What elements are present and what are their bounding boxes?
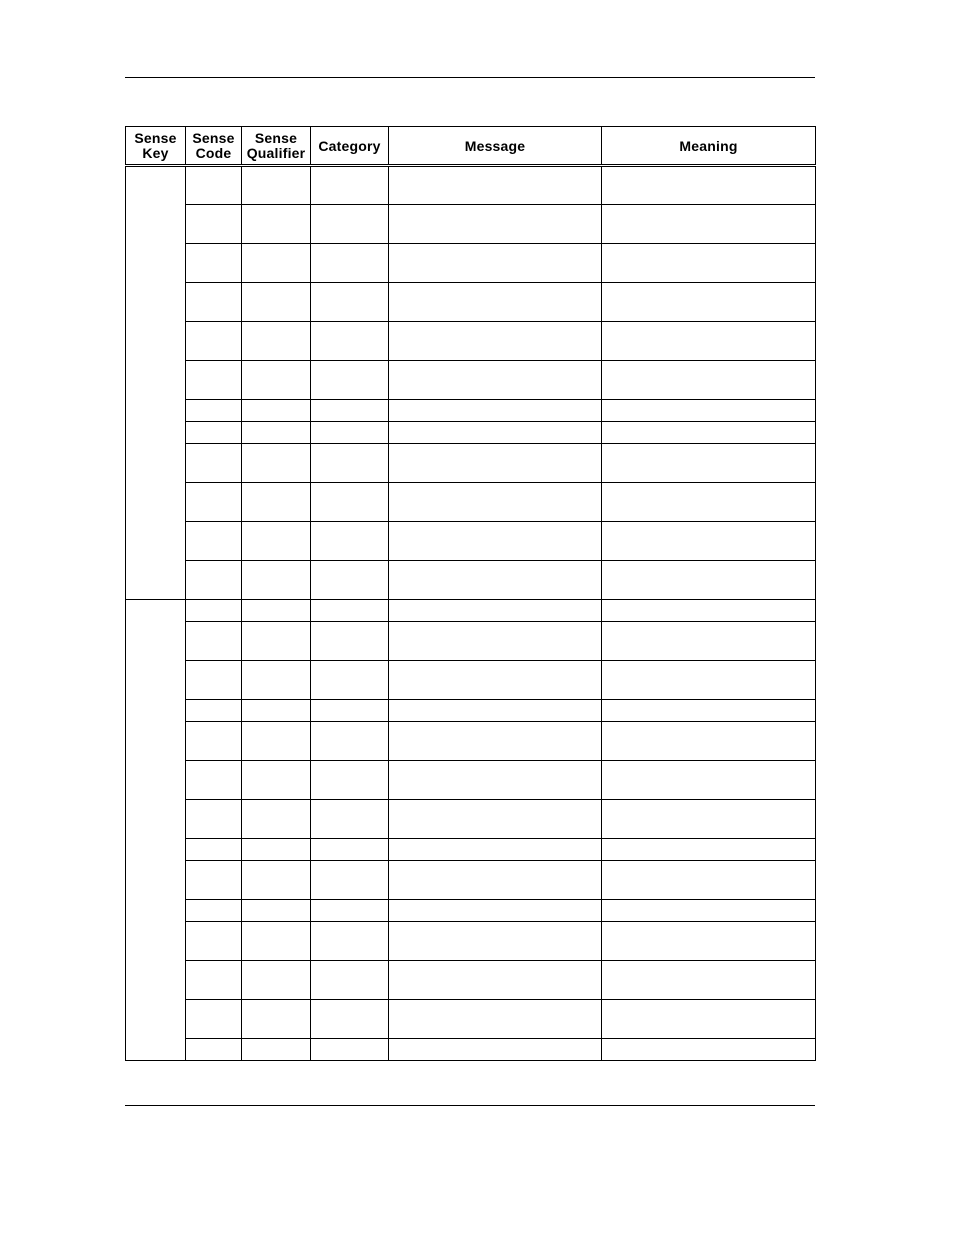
table-row (126, 722, 816, 761)
sense-code-cell (186, 283, 242, 322)
meaning-cell (602, 1039, 816, 1061)
meaning-cell (602, 661, 816, 700)
message-cell (389, 244, 602, 283)
meaning-cell (602, 800, 816, 839)
message-cell (389, 600, 602, 622)
meaning-cell (602, 322, 816, 361)
column-header-sense-key-line-1: Sense (134, 130, 177, 146)
sense-code-cell (186, 166, 242, 205)
category-cell (311, 522, 389, 561)
sense-code-cell (186, 1000, 242, 1039)
message-cell (389, 1039, 602, 1061)
sense-qualifier-cell (242, 961, 311, 1000)
message-cell (389, 800, 602, 839)
message-cell (389, 622, 602, 661)
column-header-message: Message (389, 127, 602, 166)
table-row (126, 922, 816, 961)
sense-code-cell (186, 800, 242, 839)
message-cell (389, 961, 602, 1000)
sense-code-cell (186, 561, 242, 600)
table-row (126, 1000, 816, 1039)
sense-qualifier-cell (242, 422, 311, 444)
category-cell (311, 622, 389, 661)
category-cell (311, 900, 389, 922)
table-row (126, 561, 816, 600)
message-cell (389, 483, 602, 522)
sense-qualifier-cell (242, 839, 311, 861)
meaning-cell (602, 422, 816, 444)
sense-code-cell (186, 361, 242, 400)
message-cell (389, 722, 602, 761)
sense-qualifier-cell (242, 600, 311, 622)
meaning-cell (602, 522, 816, 561)
column-header-sense-code-line-2: Code (195, 145, 232, 161)
header-rule (125, 77, 815, 78)
sense-qualifier-cell (242, 800, 311, 839)
sense-code-cell (186, 322, 242, 361)
message-cell (389, 561, 602, 600)
table-row (126, 361, 816, 400)
column-header-sense-qualifier-line-1: Sense (254, 130, 298, 146)
sense-qualifier-cell (242, 444, 311, 483)
sense-qualifier-cell (242, 400, 311, 422)
table-row (126, 861, 816, 900)
sense-code-cell (186, 700, 242, 722)
table-row (126, 244, 816, 283)
meaning-cell (602, 483, 816, 522)
column-header-meaning: Meaning (602, 127, 816, 166)
sense-code-cell (186, 422, 242, 444)
sense-qualifier-cell (242, 283, 311, 322)
sense-key-cell (126, 600, 186, 1061)
meaning-cell (602, 205, 816, 244)
sense-code-cell (186, 961, 242, 1000)
sense-qualifier-cell (242, 166, 311, 205)
meaning-cell (602, 1000, 816, 1039)
sense-code-cell (186, 839, 242, 861)
category-cell (311, 661, 389, 700)
message-cell (389, 922, 602, 961)
category-cell (311, 700, 389, 722)
category-cell (311, 205, 389, 244)
meaning-cell (602, 839, 816, 861)
message-cell (389, 761, 602, 800)
sense-qualifier-cell (242, 761, 311, 800)
sense-code-cell (186, 622, 242, 661)
sense-code-cell (186, 922, 242, 961)
category-cell (311, 244, 389, 283)
category-cell (311, 922, 389, 961)
category-cell (311, 800, 389, 839)
message-cell (389, 283, 602, 322)
table-row (126, 800, 816, 839)
category-cell (311, 722, 389, 761)
sense-code-cell (186, 600, 242, 622)
category-cell (311, 839, 389, 861)
message-cell (389, 361, 602, 400)
column-header-category: Category (311, 127, 389, 166)
sense-key-table (125, 126, 816, 1061)
message-cell (389, 700, 602, 722)
sense-code-cell (186, 483, 242, 522)
category-cell (311, 322, 389, 361)
meaning-cell (602, 400, 816, 422)
meaning-cell (602, 444, 816, 483)
column-header-sense-key-line-2: Key (142, 145, 169, 161)
category-cell (311, 561, 389, 600)
column-header-sense-qualifier (242, 127, 311, 166)
table-header-row (126, 127, 816, 166)
table-row (126, 661, 816, 700)
message-cell (389, 400, 602, 422)
meaning-cell (602, 861, 816, 900)
meaning-cell (602, 283, 816, 322)
sense-qualifier-cell (242, 922, 311, 961)
column-header-sense-qualifier-line-2: Qualifier (246, 145, 306, 161)
sense-code-cell (186, 900, 242, 922)
message-cell (389, 839, 602, 861)
sense-qualifier-cell (242, 700, 311, 722)
sense-qualifier-cell (242, 661, 311, 700)
message-cell (389, 661, 602, 700)
sense-qualifier-cell (242, 722, 311, 761)
message-cell (389, 522, 602, 561)
table-row (126, 400, 816, 422)
column-header-sense-key (126, 127, 186, 166)
sense-qualifier-cell (242, 522, 311, 561)
category-cell (311, 400, 389, 422)
sense-qualifier-cell (242, 483, 311, 522)
meaning-cell (602, 561, 816, 600)
meaning-cell (602, 244, 816, 283)
sense-code-cell (186, 1039, 242, 1061)
category-cell (311, 166, 389, 205)
table-row (126, 283, 816, 322)
table-row (126, 322, 816, 361)
column-header-sense-code (186, 127, 242, 166)
category-cell (311, 283, 389, 322)
sense-qualifier-cell (242, 561, 311, 600)
meaning-cell (602, 922, 816, 961)
category-cell (311, 600, 389, 622)
table-row (126, 422, 816, 444)
message-cell (389, 422, 602, 444)
message-cell (389, 1000, 602, 1039)
sense-code-cell (186, 861, 242, 900)
table-row (126, 839, 816, 861)
sense-qualifier-cell (242, 861, 311, 900)
sense-qualifier-cell (242, 205, 311, 244)
message-cell (389, 861, 602, 900)
table-row (126, 483, 816, 522)
sense-qualifier-cell (242, 622, 311, 661)
meaning-cell (602, 961, 816, 1000)
table-row (126, 761, 816, 800)
category-cell (311, 422, 389, 444)
category-cell (311, 1039, 389, 1061)
sense-code-cell (186, 661, 242, 700)
meaning-cell (602, 166, 816, 205)
table-row (126, 166, 816, 205)
table-row (126, 444, 816, 483)
meaning-cell (602, 722, 816, 761)
sense-qualifier-cell (242, 244, 311, 283)
table-row (126, 522, 816, 561)
sense-qualifier-cell (242, 1000, 311, 1039)
message-cell (389, 444, 602, 483)
meaning-cell (602, 361, 816, 400)
sense-code-cell (186, 244, 242, 283)
message-cell (389, 166, 602, 205)
table-row (126, 205, 816, 244)
table-row (126, 622, 816, 661)
sense-qualifier-cell (242, 361, 311, 400)
table-row (126, 961, 816, 1000)
sense-key-cell (126, 166, 186, 600)
sense-qualifier-cell (242, 322, 311, 361)
sense-code-cell (186, 761, 242, 800)
category-cell (311, 1000, 389, 1039)
table-row (126, 700, 816, 722)
column-header-sense-code-line-1: Sense (192, 130, 235, 146)
category-cell (311, 761, 389, 800)
table-body (126, 166, 816, 1061)
meaning-cell (602, 900, 816, 922)
meaning-cell (602, 761, 816, 800)
message-cell (389, 205, 602, 244)
footer-rule (125, 1105, 815, 1106)
message-cell (389, 322, 602, 361)
sense-code-cell (186, 522, 242, 561)
meaning-cell (602, 622, 816, 661)
sense-qualifier-cell (242, 1039, 311, 1061)
table-row (126, 1039, 816, 1061)
category-cell (311, 483, 389, 522)
category-cell (311, 861, 389, 900)
table-row (126, 900, 816, 922)
table-row (126, 600, 816, 622)
category-cell (311, 444, 389, 483)
message-cell (389, 900, 602, 922)
category-cell (311, 961, 389, 1000)
meaning-cell (602, 700, 816, 722)
sense-code-cell (186, 400, 242, 422)
category-cell (311, 361, 389, 400)
sense-code-cell (186, 205, 242, 244)
sense-code-cell (186, 722, 242, 761)
meaning-cell (602, 600, 816, 622)
sense-code-cell (186, 444, 242, 483)
sense-qualifier-cell (242, 900, 311, 922)
